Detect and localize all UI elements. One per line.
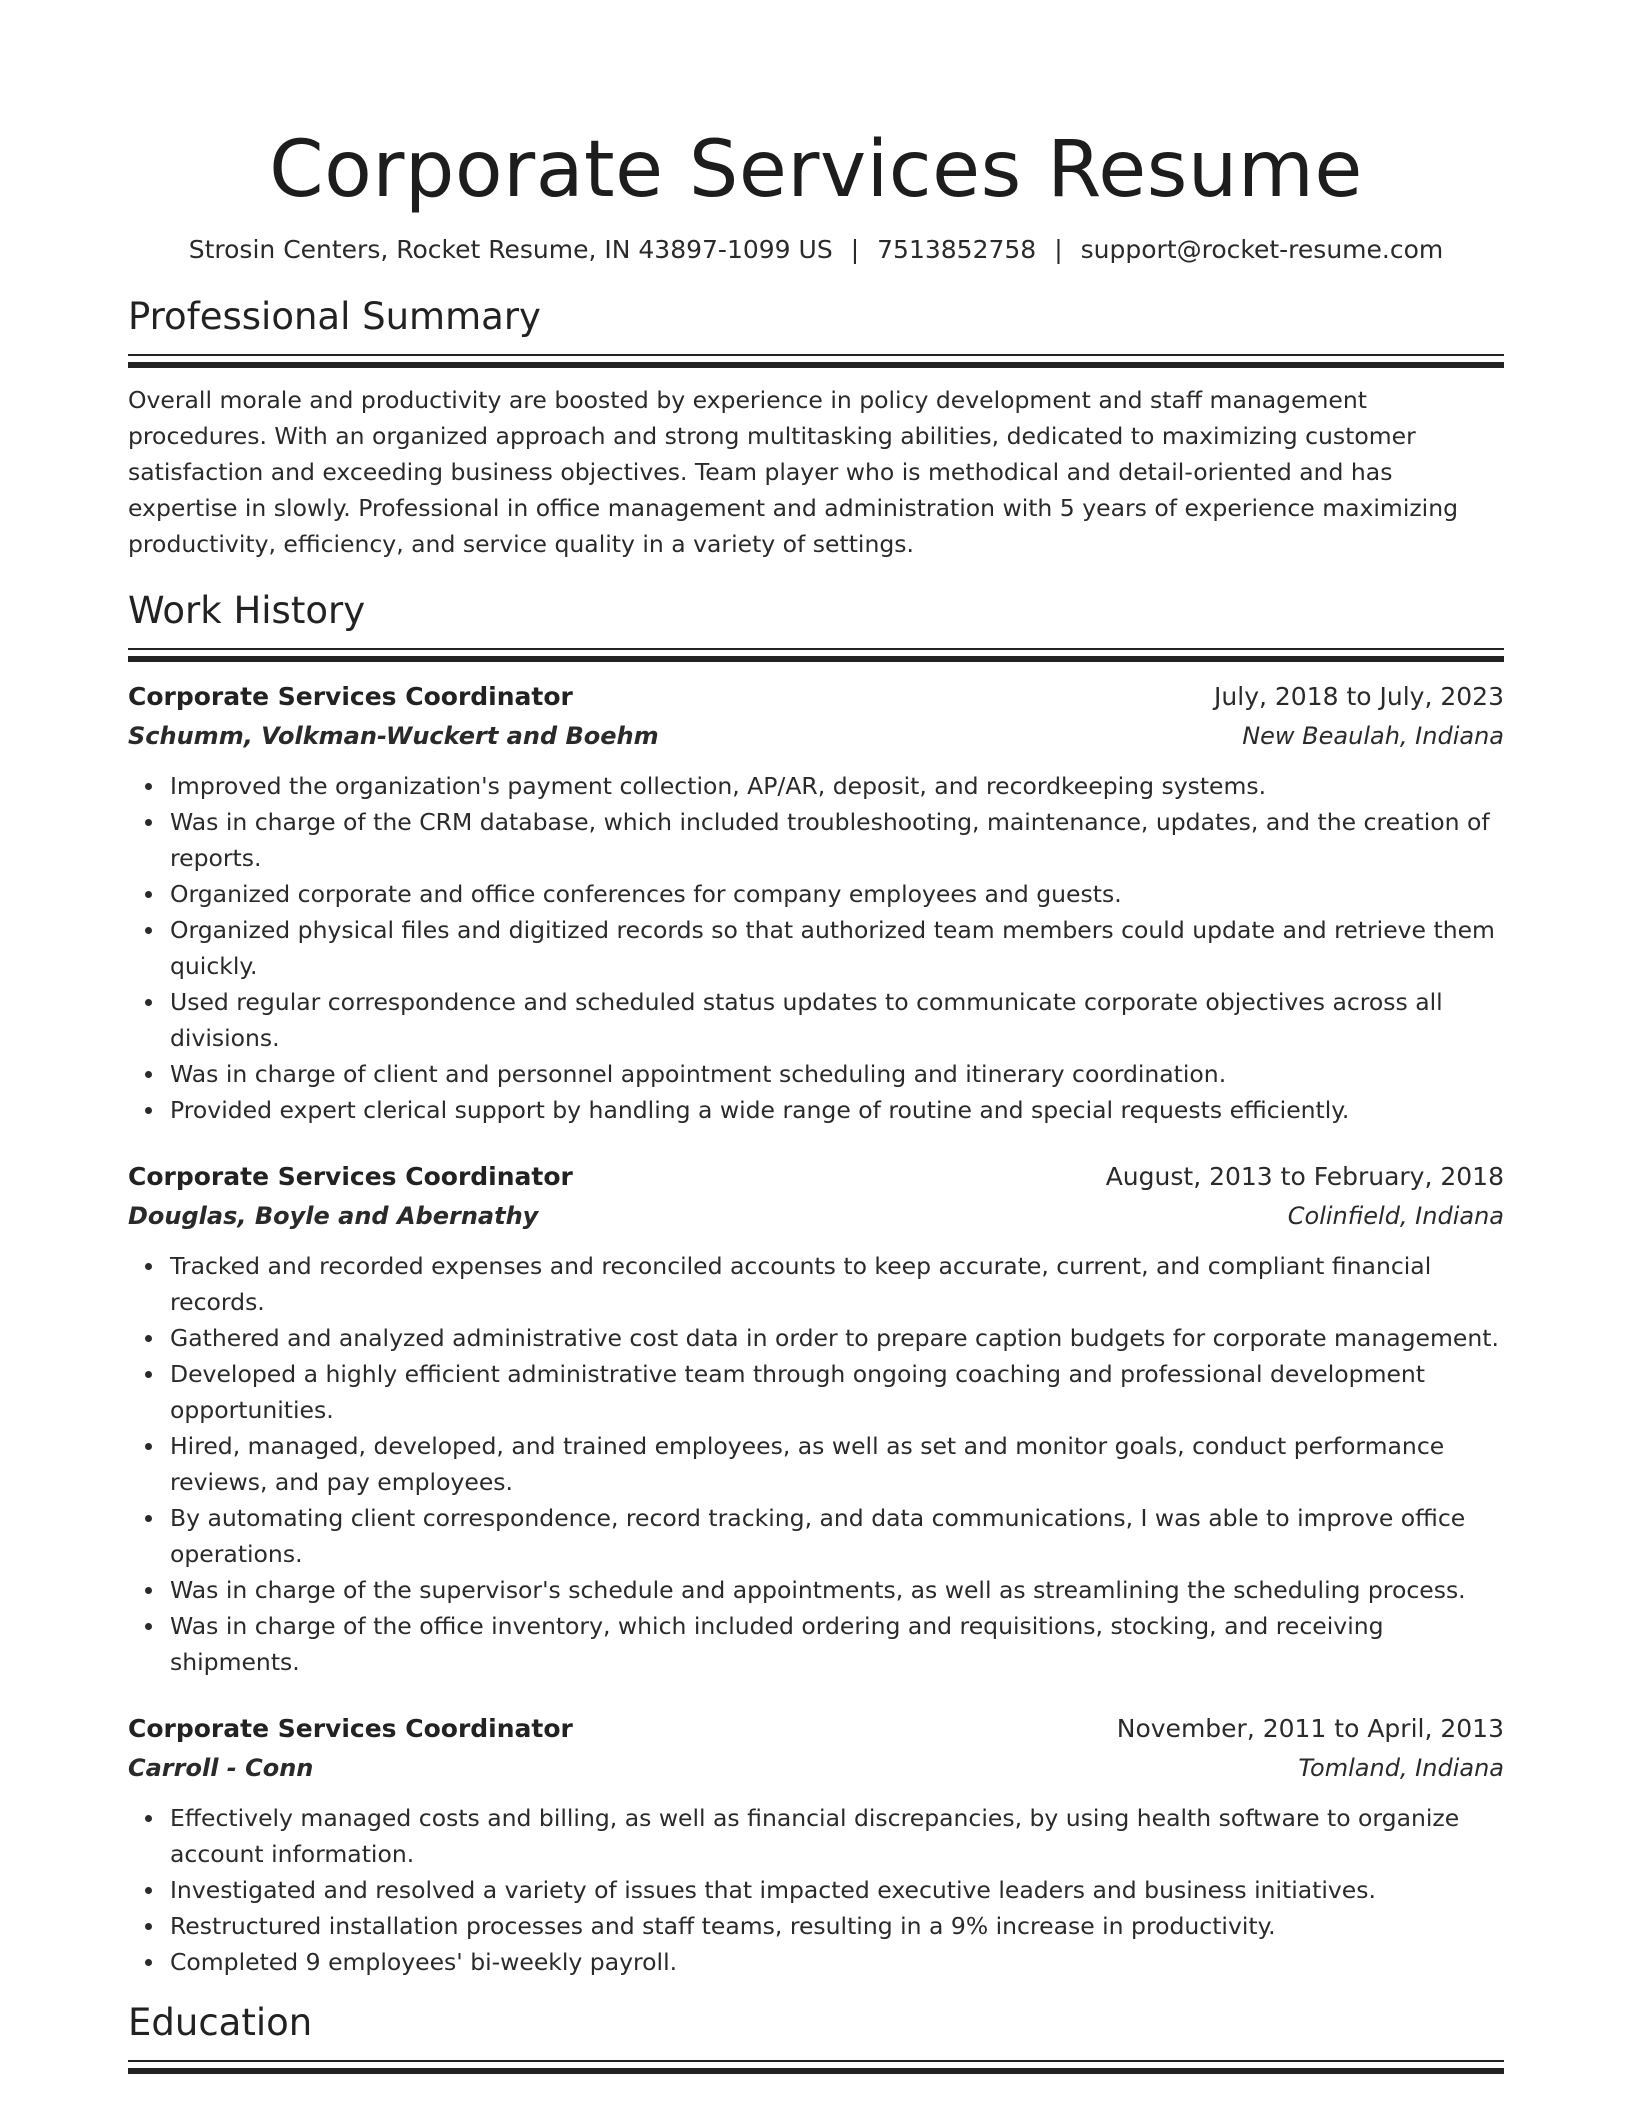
list-item: Developed a highly efficient administrative team through ongoing coaching and professional development opportunities.: [170, 1356, 1504, 1428]
list-item: Investigated and resolved a variety of issues that impacted executive leaders and business initiatives.: [170, 1872, 1504, 1908]
resume-page: [128, 0, 1504, 2074]
job-location: New Beaulah, Indiana: [1242, 722, 1504, 750]
job-bullets: [128, 1248, 1504, 1680]
summary-text: Overall morale and productivity are boosted by experience in policy development and staff management procedures. With an organized approach and strong multitasking abilities, dedicated to maximizing customer satisfaction and exceeding business objectives. Team player who is methodical and detail-oriented and has expertise in slowly. Professional in office management and administration with 5 years of experience maximizing productivity, efficiency, and service quality in a variety of settings.: [128, 386, 1459, 558]
list-item: Gathered and analyzed administrative cost data in order to prepare caption budgets for corporate management.: [170, 1320, 1504, 1356]
job-dates: November, 2011 to April, 2013: [1116, 1714, 1504, 1743]
list-item: Provided expert clerical support by handling a wide range of routine and special requests efficiently.: [170, 1092, 1504, 1128]
job-header: [128, 1158, 1504, 1196]
job-bullets: [128, 768, 1504, 1128]
section-title-summary: Professional Summary: [128, 295, 541, 338]
section-divider: [128, 2060, 1504, 2074]
list-item: Effectively managed costs and billing, as well as financial discrepancies, by using health software to organize account information.: [170, 1800, 1504, 1872]
job-subheader: [128, 1196, 1504, 1236]
contact-email: support@rocket-resume.com: [1080, 235, 1444, 264]
job-location: Colinfield, Indiana: [1287, 1202, 1504, 1230]
section-title-education: Education: [128, 2001, 313, 2044]
list-item: Organized corporate and office conferences for company employees and guests.: [170, 876, 1504, 912]
list-item: Completed 9 employees' bi-weekly payroll.: [170, 1944, 1504, 1980]
job-title: Corporate Services Coordinator: [128, 1714, 573, 1743]
list-item: Used regular correspondence and scheduled status updates to communicate corporate objectives across all divisions.: [170, 984, 1504, 1056]
list-item: Was in charge of the supervisor's schedule and appointments, as well as streamlining the scheduling process.: [170, 1572, 1504, 1608]
summary-section: [128, 294, 1504, 562]
list-item: Restructured installation processes and staff teams, resulting in a 9% increase in productivity.: [170, 1908, 1504, 1944]
list-item: Tracked and recorded expenses and reconciled accounts to keep accurate, current, and compliant financial records.: [170, 1248, 1504, 1320]
section-divider: [128, 354, 1504, 368]
contact-line: [128, 232, 1504, 268]
job-subheader: [128, 1748, 1504, 1788]
education-section: [128, 2000, 1504, 2074]
contact-separator: |: [1054, 235, 1063, 264]
list-item: By automating client correspondence, record tracking, and data communications, I was able to improve office operations.: [170, 1500, 1504, 1572]
job-entry: [128, 1710, 1504, 1980]
job-subheader: [128, 716, 1504, 756]
job-company: Carroll - Conn: [128, 1754, 314, 1782]
contact-phone: 7513852758: [877, 235, 1037, 264]
work-history-section: [128, 588, 1504, 1980]
job-header: [128, 678, 1504, 716]
job-location: Tomland, Indiana: [1298, 1754, 1504, 1782]
contact-separator: |: [850, 235, 860, 264]
section-title-work-history: Work History: [128, 589, 366, 632]
job-entry: [128, 1158, 1504, 1680]
job-dates: July, 2018 to July, 2023: [1214, 682, 1504, 711]
list-item: Hired, managed, developed, and trained employees, as well as set and monitor goals, conduct performance reviews, and pay employees.: [170, 1428, 1504, 1500]
job-title: Corporate Services Coordinator: [128, 682, 573, 711]
job-dates: August, 2013 to February, 2018: [1105, 1162, 1504, 1191]
list-item: Was in charge of the office inventory, which included ordering and requisitions, stocking, and receiving shipments.: [170, 1608, 1504, 1680]
section-divider: [128, 648, 1504, 662]
list-item: Improved the organization's payment collection, AP/AR, deposit, and recordkeeping systems.: [170, 768, 1504, 804]
job-bullets: [128, 1800, 1504, 1980]
resume-title: Corporate Services Resume: [269, 125, 1363, 215]
contact-address: Strosin Centers, Rocket Resume, IN 43897-1099 US: [188, 235, 833, 264]
list-item: Was in charge of the CRM database, which included troubleshooting, maintenance, updates, and the creation of reports.: [170, 804, 1504, 876]
list-item: Was in charge of client and personnel appointment scheduling and itinerary coordination.: [170, 1056, 1504, 1092]
job-entry: [128, 678, 1504, 1128]
job-header: [128, 1710, 1504, 1748]
list-item: Organized physical files and digitized records so that authorized team members could update and retrieve them quickly.: [170, 912, 1504, 984]
job-company: Schumm, Volkman-Wuckert and Boehm: [128, 722, 659, 750]
job-title: Corporate Services Coordinator: [128, 1162, 573, 1191]
job-company: Douglas, Boyle and Abernathy: [128, 1202, 539, 1230]
